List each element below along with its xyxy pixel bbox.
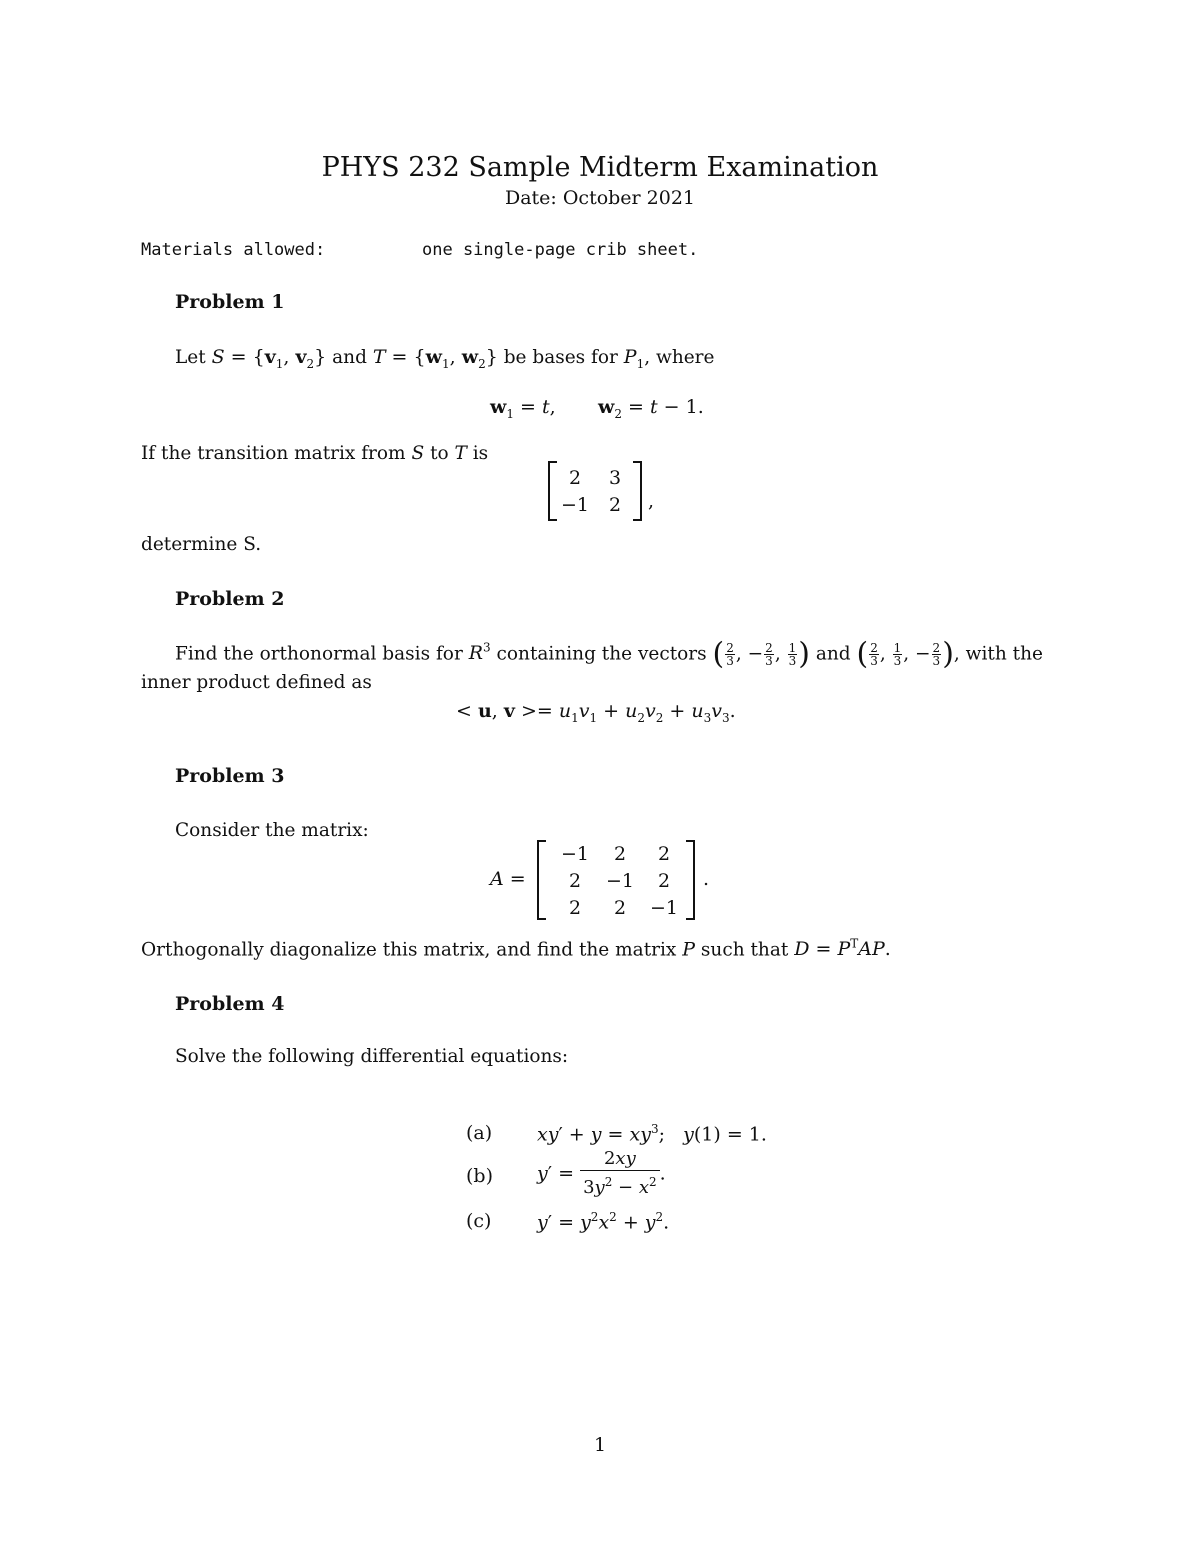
- p1-matrix-cell: 2: [608, 494, 622, 516]
- exam-date: Date: October 2021: [504, 187, 696, 209]
- p1-matrix-comma: ,: [648, 490, 655, 512]
- materials-value: one single-page crib sheet.: [422, 240, 699, 260]
- p4-label-c: (c): [466, 1210, 492, 1232]
- p3-ortho-text: Orthogonally diagonalize this matrix, and find the matrix P such that $D = P^TAP$.: [141, 937, 891, 961]
- p1-matrix-cell: −1: [560, 494, 589, 516]
- p1-matrix-cell: 3: [608, 467, 622, 489]
- p3-matrix-cell: −1: [649, 897, 678, 919]
- p4-equation-a: $xy' + y = xy^3$; y(1) = 1.: [537, 1122, 767, 1146]
- problem-2-statement: Find the orthonormal basis for $R^3$ containing the vectors ( $\frac{2}{3}$ , − $\frac{2}{3}$ , $\frac{1}{3}$ ) and ( $\frac{2}{3}$ , $\frac{1}{3}$ , − $\frac{2}{3}$ ), with the: [175, 636, 1043, 672]
- p3-matrix-period: .: [703, 868, 710, 890]
- p4-label-b: (b): [466, 1165, 493, 1187]
- p1-matrix-cell: 2: [568, 467, 582, 489]
- p4-solve: Solve the following differential equations:: [175, 1046, 569, 1067]
- problem-1-heading: Problem 1: [175, 291, 285, 313]
- materials-label: Materials allowed:: [141, 240, 326, 260]
- p3-matrix-cell: 2: [568, 897, 582, 919]
- p3-matrix-cell: 2: [568, 870, 582, 892]
- p3-matrix-cell: 2: [613, 897, 627, 919]
- p1-transition-matrix: [548, 461, 642, 521]
- p1-and: and: [332, 347, 367, 368]
- p3-matrix-cell: 2: [657, 870, 671, 892]
- exam-title: PHYS 232 Sample Midterm Examination: [321, 152, 879, 183]
- p1-let: Let: [175, 347, 206, 368]
- page-number: 1: [593, 1434, 607, 1456]
- p1-basis-equations: $w_1 = t$, $w_2 = t - 1$.: [490, 396, 704, 421]
- p3-matrix-a: [537, 840, 695, 920]
- problem-4-heading: Problem 4: [175, 993, 285, 1015]
- p3-matrix-cell: 2: [613, 843, 627, 865]
- p1-determine: determine S.: [141, 534, 262, 555]
- p3-consider: Consider the matrix:: [175, 820, 369, 841]
- p1-be-bases: be bases for: [503, 347, 618, 368]
- p2-inner-product: < u, $v >= u_1v_1 + u_2v_2 + u_3v_3$.: [456, 700, 736, 725]
- p1-transition-text: If the transition matrix from S to T is: [141, 443, 489, 464]
- problem-2-heading: Problem 2: [175, 588, 285, 610]
- problem-1-statement: Let $S = \{v_1$, $v_2$} and $T = \{w_1$, $w_2$} be bases for $P_1$, where: [175, 346, 715, 371]
- problem-3-heading: Problem 3: [175, 765, 285, 787]
- p1-where: , where: [644, 347, 715, 368]
- p2-inner-text: inner product defined as: [141, 672, 372, 693]
- p3-matrix-cell: 2: [657, 843, 671, 865]
- p3-matrix-cell: −1: [605, 870, 634, 892]
- p3-matrix-name: A =: [490, 868, 526, 890]
- p4-label-a: (a): [466, 1122, 493, 1144]
- p4-equation-b: y′ = $\frac{2xy}{3y^2 - x^2}$ .: [537, 1148, 666, 1198]
- p4-equation-c: $y' = y^2x^2 + y^2$.: [537, 1210, 670, 1234]
- p3-matrix-cell: −1: [560, 843, 589, 865]
